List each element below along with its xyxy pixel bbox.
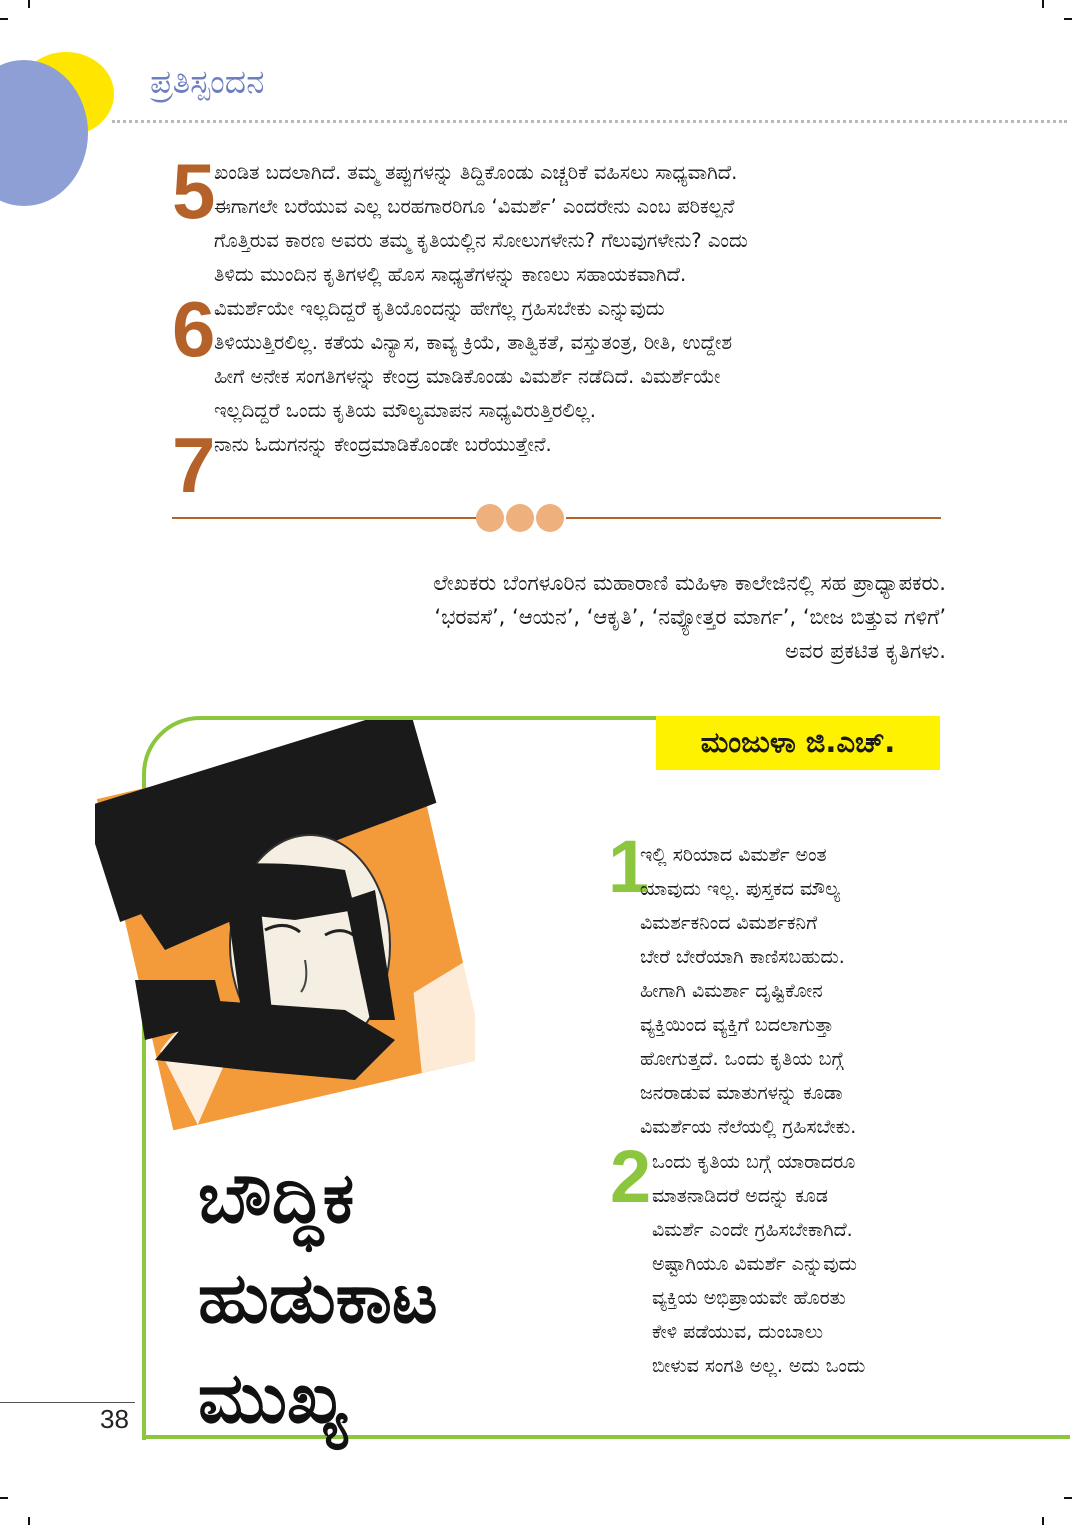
header-dotted-rule	[112, 120, 1067, 123]
point-5-line: ಖಂಡಿತ ಬದಲಾಗಿದೆ. ತಮ್ಮ ತಪ್ಪುಗಳನ್ನು ತಿದ್ದಿಕೊಂಡು ಎಚ್ಚರಿಕೆ ವಹಿಸಲು ಸಾಧ್ಯವಾಗಿದೆ.	[214, 161, 738, 184]
point-1-line: ಯಾವುದು ಇಲ್ಲ. ಪುಸ್ತಕದ ಮೌಲ್ಯ	[640, 878, 841, 900]
point-2-line: ಒಂದು ಕೃತಿಯ ಬಗ್ಗೆ ಯಾರಾದರೂ	[652, 1151, 856, 1173]
point-number-1: 1	[608, 825, 650, 908]
point-6-line: ಹೀಗೆ ಅನೇಕ ಸಂಗತಿಗಳನ್ನು ಕೇಂದ್ರ ಮಾಡಿಕೊಂಡು ವಿಮರ್ಶೆ ನಡೆದಿದೆ. ವಿಮರ್ಶೆಯೇ	[214, 365, 721, 388]
crop-mark	[1064, 18, 1072, 20]
point-1-line: ಹೋಗುತ್ತದೆ. ಒಂದು ಕೃತಿಯ ಬಗ್ಗೆ	[640, 1048, 844, 1070]
point-1-line: ಬೇರೆ ಬೇರೆಯಾಗಿ ಕಾಣಿಸಬಹುದು.	[640, 946, 845, 968]
point-7-line: ನಾನು ಓದುಗನನ್ನು ಕೇಂದ್ರಮಾಡಿಕೊಂಡೇ ಬರೆಯುತ್ತೇನೆ.	[214, 433, 552, 456]
page-number-rule	[0, 1402, 135, 1403]
divider-line-right	[566, 517, 941, 519]
crop-mark	[0, 18, 8, 20]
point-2-line: ಮಾತನಾಡಿದರೆ ಅದನ್ನು ಕೂಡ	[652, 1185, 828, 1207]
point-number-2: 2	[610, 1135, 652, 1218]
point-1-line: ವಿಮರ್ಶಕನಿಂದ ವಿಮರ್ಶಕನಿಗೆ	[640, 912, 818, 934]
point-6-line: ಇಲ್ಲದಿದ್ದರೆ ಒಂದು ಕೃತಿಯ ಮೌಲ್ಯಮಾಪನ ಸಾಧ್ಯವಿರುತ್ತಿರಲಿಲ್ಲ.	[214, 399, 596, 422]
point-2-line: ವಿಮರ್ಶೆ ಎಂದೇ ಗ್ರಹಿಸಬೇಕಾಗಿದೆ.	[652, 1219, 853, 1241]
crop-mark	[1042, 0, 1044, 8]
point-number-6: 6	[172, 285, 216, 373]
divider-line-left	[172, 517, 476, 519]
point-6-line: ತಿಳಿಯುತ್ತಿರಲಿಲ್ಲ. ಕತೆಯ ವಿನ್ಯಾಸ, ಕಾವ್ಯ ಕ್ರಿಯೆ, ತಾತ್ವಿಕತೆ, ವಸ್ತುತಂತ್ರ, ರೀತಿ, ಉದ್ದೇಶ	[214, 331, 733, 354]
divider-dot	[536, 504, 564, 532]
point-1-line: ವ್ಯಕ್ತಿಯಿಂದ ವ್ಯಕ್ತಿಗೆ ಬದಲಾಗುತ್ತಾ	[640, 1014, 834, 1036]
point-2-line: ವ್ಯಕ್ತಿಯ ಅಭಿಪ್ರಾಯವೇ ಹೊರತು	[652, 1287, 846, 1309]
point-2-line: ಬೀಳುವ ಸಂಗತಿ ಅಲ್ಲ. ಅದು ಒಂದು	[652, 1355, 866, 1377]
point-2-line: ಅಷ್ಟಾಗಿಯೂ ವಿಮರ್ಶೆ ಎನ್ನುವುದು	[652, 1253, 857, 1275]
crop-mark	[0, 1497, 8, 1499]
divider-dot	[506, 504, 534, 532]
article-title-line: ಹುಡುಕಾಟ	[198, 1257, 438, 1339]
illustration-framing-hands	[95, 720, 475, 1130]
point-number-7: 7	[172, 421, 216, 509]
point-5-line: ಈಗಾಗಲೇ ಬರೆಯುವ ಎಲ್ಲ ಬರಹಗಾರರಿಗೂ ‘ವಿಮರ್ಶೆ’ ಎಂದರೇನು ಎಂಬ ಪರಿಕಲ್ಪನೆ	[214, 195, 735, 218]
section-title: ಪ್ರತಿಸ್ಪಂದನ	[150, 62, 265, 101]
crop-mark	[1064, 1497, 1072, 1499]
article-title-line: ಬೌದ್ಧಿಕ	[198, 1157, 355, 1239]
author-note-line: ಲೇಖಕರು ಬೆಂಗಳೂರಿನ ಮಹಾರಾಣಿ ಮಹಿಳಾ ಕಾಲೇಜಿನಲ್ಲಿ ಸಹ ಪ್ರಾಧ್ಯಾಪಕರು.	[433, 571, 946, 595]
point-5-line: ತಿಳಿದು ಮುಂದಿನ ಕೃತಿಗಳಲ್ಲಿ ಹೊಸ ಸಾಧ್ಯತೆಗಳನ್ನು ಕಾಣಲು ಸಹಾಯಕವಾಗಿದೆ.	[214, 263, 687, 286]
author-note-line: ಅವರ ಪ್ರಕಟಿತ ಕೃತಿಗಳು.	[785, 639, 946, 663]
crop-mark	[28, 0, 30, 8]
point-1-line: ಹೀಗಾಗಿ ವಿಮರ್ಶಾ ದೃಷ್ಟಿಕೋನ	[640, 980, 823, 1002]
author-name: ಮಂಜುಳಾ ಜಿ.ಎಚ್.	[700, 725, 896, 759]
author-note-line: ‘ಭರವಸೆ’, ‘ಆಯನ’, ‘ಆಕೃತಿ’, ‘ನವ್ಯೋತ್ತರ ಮಾರ್ಗ’, ‘ಬೀಜ ಬಿತ್ತುವ ಗಳಿಗೆ’	[434, 605, 946, 629]
author-note	[240, 566, 946, 668]
page-number: 38	[100, 1404, 129, 1434]
crop-mark	[1042, 1517, 1044, 1525]
point-1-line: ಜನರಾಡುವ ಮಾತುಗಳನ್ನು ಕೂಡಾ	[640, 1082, 843, 1104]
crop-mark	[28, 1517, 30, 1525]
point-1-line: ಇಲ್ಲಿ ಸರಿಯಾದ ವಿಮರ್ಶೆ ಅಂತ	[640, 844, 827, 866]
point-number-5: 5	[172, 147, 216, 235]
point-5-line: ಗೊತ್ತಿರುವ ಕಾರಣ ಅವರು ತಮ್ಮ ಕೃತಿಯಲ್ಲಿನ ಸೋಲುಗಳೇನು? ಗೆಲುವುಗಳೇನು? ಎಂದು	[214, 229, 748, 252]
point-6-line: ವಿಮರ್ಶೆಯೇ ಇಲ್ಲದಿದ್ದರೆ ಕೃತಿಯೊಂದನ್ನು ಹೇಗೆಲ್ಲ ಗ್ರಹಿಸಬೇಕು ಎನ್ನುವುದು	[214, 297, 665, 320]
divider-dot	[476, 504, 504, 532]
point-1-line: ವಿಮರ್ಶೆಯ ನೆಲೆಯಲ್ಲಿ ಗ್ರಹಿಸಬೇಕು.	[640, 1116, 857, 1138]
point-2-line: ಕೇಳಿ ಪಡೆಯುವ, ದುಂಬಾಲು	[652, 1321, 824, 1343]
article-title-line: ಮುಖ್ಯ	[198, 1357, 348, 1439]
article-title	[198, 1148, 438, 1448]
